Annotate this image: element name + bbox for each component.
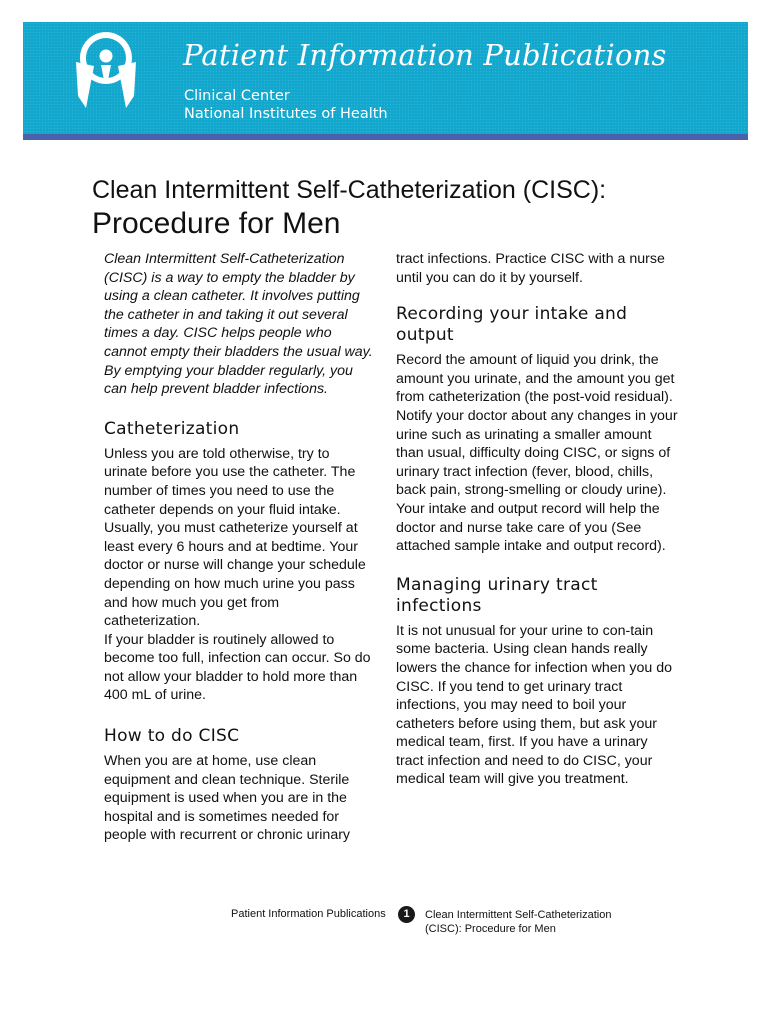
footer-publication-name: Patient Information Publications: [231, 908, 386, 920]
right-column: [396, 250, 678, 789]
footer-title-line-1: Clean Intermittent Self-Catheterization: [425, 909, 612, 921]
catheterization-paragraph-2: If your bladder is routinely allowed to become too full, infection can occur. So do not allow your bladder to hold more than 400 mL of urine.: [104, 631, 371, 704]
heading-how-to-do-cisc: How to do CISC: [104, 726, 240, 747]
publication-title: Patient Information Publications: [183, 38, 667, 72]
footer-title-line-2: (CISC): Procedure for Men: [425, 923, 556, 935]
intro-paragraph: Clean Intermittent Self-Catheterization (CISC) is a way to empty the bladder by using a clean catheter. It involves putting the catheter in and taking it out several times a day. CISC helps people who cannot empty their bladders the usual way. By emptying your bladder regularly, you can help prevent bladder infections.: [104, 251, 373, 398]
heading-recording: Recording your intake and output: [396, 304, 628, 346]
logo-head: [100, 50, 113, 63]
logo-figure-right: [118, 62, 136, 108]
recording-paragraph: Record the amount of liquid you drink, the amount you urinate, and the amount you get from catheterization (the post-void residual). Notify your doctor about any changes in your urine such as urinating a smaller amount than usual, difficulty doing CISC, or signs of urinary tract infection (fever, blood, chills, back pain, strong-smelling or cloudy urine). Your intake and output record will help the doctor and nurse take care of you (See attached sample intake and output record).: [396, 352, 678, 555]
left-column: [104, 250, 376, 845]
org-line-clinical-center: Clinical Center: [184, 88, 290, 104]
heading-managing-infections: Managing urinary tract infections: [396, 574, 598, 616]
heading-catheterization: Catheterization: [104, 418, 240, 439]
how-to-paragraph: When you are at home, use clean equipment and clean technique. Sterile equipment is used when you are in the hospital and is sometimes needed for people with recurrent or chronic urinary: [104, 753, 351, 844]
document-subtitle: Procedure for Men: [92, 207, 341, 240]
org-line-nih: National Institutes of Health: [184, 106, 388, 122]
managing-paragraph: It is not unusual for your urine to con-tain some bacteria. Using clean hands really lowers the chance for infection when you do CISC. If you tend to get urinary tract infections, you may need to boil your catheters before using them, but ask your medical team, first. If you have a urinary tract infection and need to do CISC, your medical team will give you treatment.: [396, 622, 673, 788]
page-number-badge: 1: [398, 906, 415, 923]
document-title: Clean Intermittent Self-Catheterization (CISC):: [92, 176, 607, 204]
logo-figure-left: [76, 62, 94, 108]
catheterization-paragraph-1: Unless you are told otherwise, try to urinate before you use the catheter. The number of times you need to use the catheter depends on your fluid intake. Usually, you must catheterize yourself at least every 6 hours and at bedtime. Your doctor or nurse will change your schedule depending on how much urine you pass and how much you get from catheterization.: [104, 445, 366, 630]
how-to-paragraph-continued: tract infections. Practice CISC with a nurse until you can do it by yourself.: [396, 251, 665, 286]
header-rule: [23, 134, 748, 140]
footer-document-title: [425, 908, 645, 936]
nih-clinical-center-logo: [70, 22, 142, 122]
